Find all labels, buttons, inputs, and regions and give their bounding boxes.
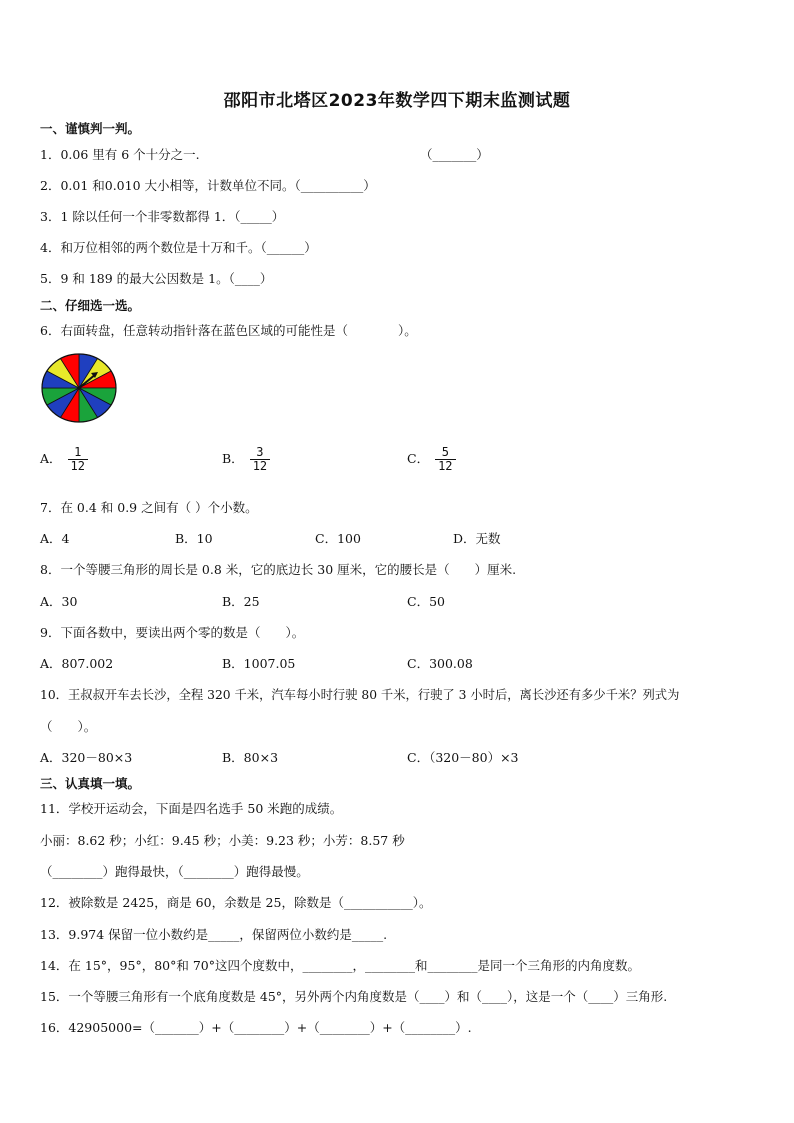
q7-option-d[interactable]: D．无数 [453, 531, 501, 546]
q6-option-c[interactable] [407, 446, 456, 473]
numerator: 1 [74, 445, 82, 459]
question-15: 15．一个等腰三角形有一个底角度数是 45°，另外两个内角度数是（____）和（____），这是一个（____）三角形. [40, 989, 668, 1004]
denominator: 12 [435, 459, 455, 473]
q9-option-c[interactable]: C．300.08 [407, 656, 473, 671]
numerator: 5 [441, 445, 449, 459]
numerator: 3 [256, 445, 264, 459]
question-10: 10．王叔叔开车去长沙，全程 320 千米，汽车每小时行驶 80 千米，行驶了 3 小时后，离长沙还有多少千米？列式为 [40, 688, 680, 702]
section-heading-fill: 三、认真填一填。 [40, 776, 141, 791]
q6-option-b[interactable] [222, 446, 270, 473]
question-3: 3．1 除以任何一个非零数都得 1．（_____） [40, 209, 285, 224]
q6-option-a-fraction [68, 446, 88, 473]
question-7: 7．在 0.4 和 0.9 之间有（ ）个小数。 [40, 500, 258, 515]
q10-option-c[interactable]: C．（320－80）×3 [407, 750, 519, 765]
q9-option-b[interactable]: B．1007.05 [222, 656, 296, 671]
question-16: 16．42905000=（_______）+（________）+（________）+（________）. [40, 1020, 472, 1035]
section-heading-judge: 一、谨慎判一判。 [40, 121, 141, 136]
page-title: 邵阳市北塔区2023年数学四下期末监测试题 [223, 91, 571, 111]
q7-option-b[interactable]: B．10 [175, 531, 213, 546]
question-2: 2．0.01 和0.010 大小相等，计数单位不同。（__________） [40, 178, 376, 193]
question-6: 6．右面转盘，任意转动指针落在蓝色区域的可能性是（ ）。 [40, 323, 417, 338]
section-heading-choose: 二、仔细选一选。 [40, 298, 141, 313]
denominator: 12 [250, 459, 270, 473]
question-8: 8．一个等腰三角形的周长是 0.8 米，它的底边长 30 厘米，它的腰长是（ ）厘米. [40, 562, 517, 577]
spinner-wheel-image [40, 352, 118, 424]
question-14: 14．在 15°，95°，80°和 70°这四个度数中，________，________和________是同一个三角形的内角度数。 [40, 958, 640, 973]
q7-option-c[interactable]: C．100 [315, 531, 361, 546]
q7-option-a[interactable]: A．4 [40, 531, 70, 546]
denominator: 12 [68, 459, 88, 473]
q9-option-a[interactable]: A．807.002 [40, 656, 114, 671]
question-1: 1．0.06 里有 6 个十分之一. [40, 147, 200, 162]
q6-option-a-label: A． [40, 451, 62, 466]
q8-option-c[interactable]: C．50 [407, 594, 445, 609]
q10-option-b[interactable]: B．80×3 [222, 750, 279, 765]
q6-option-a[interactable] [40, 446, 88, 473]
q6-option-c-fraction [435, 446, 455, 473]
question-13: 13．9.974 保留一位小数约是_____，保留两位小数约是_____. [40, 927, 388, 942]
question-5: 5．9 和 189 的最大公因数是 1。（____） [40, 271, 273, 286]
q6-option-c-label: C． [407, 451, 430, 466]
question-11-scores: 小丽：8.62 秒；小红：9.45 秒；小美：9.23 秒；小芳：8.57 秒 [40, 833, 405, 848]
question-11: 11．学校开运动会，下面是四名选手 50 米跑的成绩。 [40, 801, 343, 816]
q10-option-a[interactable]: A．320－80×3 [40, 750, 133, 765]
question-9: 9．下面各数中，要读出两个零的数是（ ）。 [40, 625, 305, 640]
question-1-answer-paren: （_______） [420, 147, 489, 162]
question-12: 12．被除数是 2425，商是 60，余数是 25，除数是（___________）。 [40, 895, 432, 910]
question-4: 4．和万位相邻的两个数位是十万和千。（______） [40, 240, 317, 255]
question-10-continued: （ ）。 [40, 719, 97, 734]
q6-option-b-label: B． [222, 451, 244, 466]
q6-option-b-fraction [250, 446, 270, 473]
q8-option-b[interactable]: B．25 [222, 594, 260, 609]
q8-option-a[interactable]: A．30 [40, 594, 78, 609]
question-11-blanks[interactable]: （________）跑得最快，（________）跑得最慢。 [40, 864, 309, 879]
